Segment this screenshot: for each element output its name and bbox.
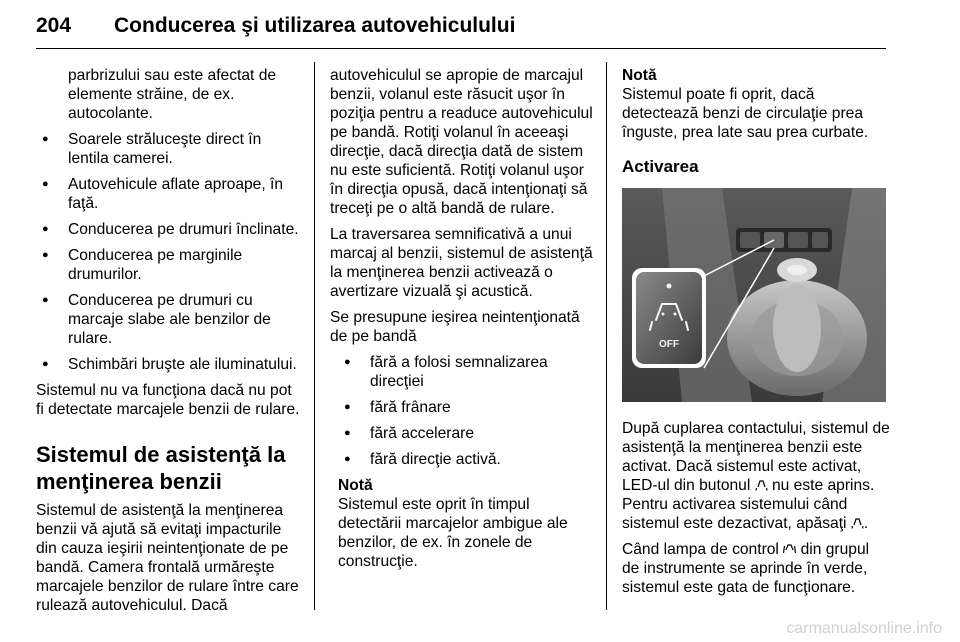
list-item: ● Conducerea pe drumuri cu marcaje slabe ale benzilor de rulare. <box>36 291 302 348</box>
section-heading: Activarea <box>622 157 699 176</box>
list-item: ● fără accelerare <box>338 424 596 443</box>
list-item: ● Conducerea pe drumuri înclinate. <box>36 220 302 239</box>
watermark: carmanualsonline.info <box>786 620 942 637</box>
column-3 <box>622 66 890 604</box>
paragraph-part: din grupul de instrumente se aprinde în verde, sistemul este gata de funcţionare. <box>622 541 870 596</box>
list-item: ● Soarele străluceşte direct în lentila camerei. <box>36 130 302 168</box>
chapter-title: Conducerea şi utilizarea autovehiculului <box>114 14 516 37</box>
column-divider <box>606 62 607 610</box>
list-item: ● Schimbări bruşte ale iluminatului. <box>36 355 302 374</box>
paragraph: autovehiculul se apropie de marcajul benzii, volanul este răsucit uşor în poziţia pentru a readuce autovehiculul pe bandă. Rotiţi volanul în aceeaşi direcţie, dacă direcţia dată de sistem nu este suficientă. Rotiţi volanul uşor în direcţia opusă, dacă intenţionaţi să treceţi pe o altă bandă de rulare. <box>330 67 593 217</box>
page-header <box>36 14 886 49</box>
note-text: Sistemul poate fi oprit, dacă detectează benzi de circulaţie prea înguste, prea late sau prea curbate. <box>622 86 869 141</box>
list-item: ● fără frânare <box>338 398 596 417</box>
list-item: ● fără direcţie activă. <box>338 450 596 469</box>
lane-assist-button-icon <box>755 478 768 491</box>
list-item: ● fără a folosi semnalizarea direcţiei <box>338 353 596 391</box>
paragraph-part: Când lampa de control <box>622 541 779 558</box>
paragraph: Se presupune ieşirea neintenţionată de pe bandă <box>330 309 580 345</box>
paragraph: La traversarea semnificativă a unui marcaj al benzii, sistemul de asistenţă la menţinerea benzii activează o avertizare vizuală şi acustică. <box>330 226 593 300</box>
continued-text: parbrizului sau este afectat de elemente străine, de ex. autocolante. <box>68 67 277 122</box>
note-title: Notă <box>622 67 657 84</box>
column-divider <box>314 62 315 610</box>
section-heading: Sistemul de asistenţă la menţinerea benzii <box>36 442 286 494</box>
page-number: 204 <box>36 14 72 37</box>
note-title: Notă <box>338 477 373 494</box>
note-text: Sistemul este oprit în timpul detectării marcajelor ambigue ale benzilor, de ex. în zonele de construcţie. <box>338 496 568 570</box>
column-2 <box>330 66 596 578</box>
paragraph <box>622 419 890 533</box>
paragraph-part: . <box>863 515 869 532</box>
column-1 <box>36 66 302 622</box>
paragraph-part: După cuplarea contactului, sistemul de asistenţă la menţinerea benzii este activat. Dacă sistemul este activat, LED-ul din butonul <box>622 420 890 494</box>
console-figure <box>622 188 886 402</box>
paragraph: Sistemul de asistenţă la menţinerea benzii vă ajută să evitaţi impacturile din cauza ieşirii neintenţionate de pe bandă. Camera frontală urmăreşte marcajele benzilor de rulare între care rulează autovehiculul. Dacă <box>36 502 299 614</box>
figure-button-label: OFF <box>659 339 679 350</box>
list-item: ● Autovehicule aflate aproape, în faţă. <box>36 175 302 213</box>
lane-assist-button-icon <box>851 516 864 529</box>
list-item: ● Conducerea pe marginile drumurilor. <box>36 246 302 284</box>
paragraph-part: nu este aprins. Pentru activarea sistemului când sistemul este dezactivat, apăsaţi <box>622 477 875 532</box>
paragraph <box>622 540 890 597</box>
lane-keep-control-lamp-icon <box>783 542 796 555</box>
paragraph: Sistemul nu va funcţiona dacă nu pot fi detectate marcajele benzii de rulare. <box>36 382 300 418</box>
